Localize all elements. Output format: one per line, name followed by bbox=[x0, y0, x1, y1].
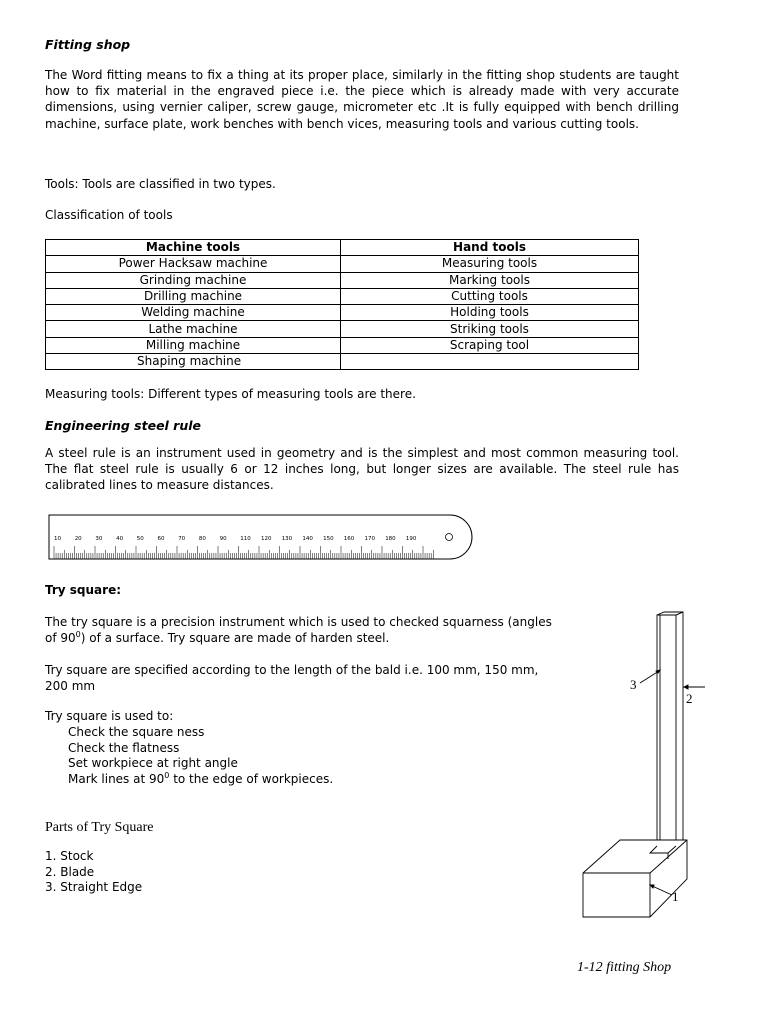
table-cell: Measuring tools bbox=[341, 256, 639, 272]
rule-label: 120 bbox=[261, 536, 272, 542]
tools-table bbox=[45, 239, 639, 370]
degree-superscript: 0 bbox=[164, 770, 170, 780]
rule-label: 180 bbox=[385, 536, 396, 542]
list-item: 3. Straight Edge bbox=[45, 880, 143, 894]
stock-outline bbox=[583, 840, 687, 917]
tools-intro: Tools: Tools are classified in two types. bbox=[45, 177, 276, 191]
diagram-label-3: 3 bbox=[630, 677, 637, 692]
table-cell: Scraping tool bbox=[341, 337, 639, 353]
rule-label: 140 bbox=[302, 536, 313, 542]
classification-label: Classification of tools bbox=[45, 208, 173, 222]
table-row bbox=[46, 288, 639, 304]
rule-label: 70 bbox=[178, 536, 186, 542]
fitting-shop-heading: Fitting shop bbox=[45, 37, 131, 52]
arrow-2 bbox=[684, 685, 688, 689]
table-cell: Grinding machine bbox=[46, 272, 341, 288]
diagram-label-2: 2 bbox=[686, 691, 693, 706]
rule-label: 110 bbox=[240, 536, 251, 542]
table-row bbox=[46, 321, 639, 337]
rule-label: 90 bbox=[219, 536, 227, 542]
table-cell: Cutting tools bbox=[341, 288, 639, 304]
blade-side bbox=[676, 612, 683, 846]
table-cell: Welding machine bbox=[46, 305, 341, 321]
list-item bbox=[68, 772, 333, 788]
list-item: 2. Blade bbox=[45, 864, 95, 879]
steel-rule-heading: Engineering steel rule bbox=[45, 418, 202, 433]
last-use-text: Mark lines at 90 bbox=[68, 771, 165, 786]
degree-superscript: 0 bbox=[75, 630, 81, 640]
rule-label: 50 bbox=[136, 536, 144, 542]
table-row bbox=[46, 272, 639, 288]
table-cell: Shaping machine bbox=[46, 354, 341, 370]
list-item: 1. Stock bbox=[45, 849, 94, 863]
rule-label: 160 bbox=[343, 536, 355, 542]
steel-rule-paragraph: A steel rule is an instrument used in geometry and is the simplest and most common measuring tool. The flat steel rule is usually 6 or 12 inches long, but longer sizes are available. The steel rule has calibrated lines to measure distances. bbox=[45, 446, 679, 493]
table-row bbox=[46, 354, 639, 370]
table-cell: Holding tools bbox=[341, 305, 639, 321]
last-use-end: to the edge of workpieces. bbox=[169, 771, 334, 786]
table-cell: Lathe machine bbox=[46, 321, 341, 337]
table-row bbox=[46, 256, 639, 272]
page-footer: 1-12 fitting Shop bbox=[577, 960, 672, 975]
table-row bbox=[46, 337, 639, 353]
try-square-heading: Try square: bbox=[45, 583, 122, 597]
table-cell bbox=[341, 354, 639, 370]
rule-label: 130 bbox=[281, 536, 293, 542]
table-header-row bbox=[46, 240, 639, 256]
rule-label: 150 bbox=[323, 536, 334, 542]
try-square-paragraph-2: Try square are specified according to the length of the bald i.e. 100 mm, 150 mm, 200 mm bbox=[45, 663, 539, 694]
table-row bbox=[46, 305, 639, 321]
table-cell: Milling machine bbox=[46, 337, 341, 353]
list-item: Check the flatness bbox=[68, 740, 180, 755]
diagram-label-1: 1 bbox=[672, 889, 679, 904]
list-item: Set workpiece at right angle bbox=[68, 756, 238, 770]
table-cell: Striking tools bbox=[341, 321, 639, 337]
parts-list bbox=[45, 849, 142, 896]
try-square-diagram bbox=[580, 605, 730, 925]
try-square-uses-list bbox=[68, 725, 333, 787]
rule-label: 10 bbox=[54, 536, 61, 542]
steel-rule-illustration bbox=[44, 510, 474, 570]
list-item: Check the square ness bbox=[68, 725, 205, 739]
try-square-paragraph-1 bbox=[45, 614, 555, 646]
leader-3 bbox=[640, 671, 659, 683]
rule-label: 30 bbox=[95, 536, 103, 542]
table-cell: Drilling machine bbox=[46, 288, 341, 304]
measuring-intro: Measuring tools: Different types of measuring tools are there. bbox=[45, 387, 416, 401]
parts-heading: Parts of Try Square bbox=[45, 820, 154, 835]
table-cell: Marking tools bbox=[341, 272, 639, 288]
rule-label: 170 bbox=[364, 536, 375, 542]
fitting-shop-paragraph: The Word fitting means to fix a thing at its proper place, similarly in the fitting shop students are taught how to fix material in the engraved piece i.e. the piece which is already made with very accurate dimensions, using vernier caliper, screw gauge, micrometer etc .It is fully equipped with bench drilling machine, surface plate, work benches with bench vices, measuring tools and various cutting tools. bbox=[45, 68, 679, 131]
rule-label: 60 bbox=[157, 536, 165, 542]
rule-label: 40 bbox=[116, 536, 124, 542]
try-square-uses-label: Try square is used to: bbox=[45, 709, 174, 723]
header-machine-tools: Machine tools bbox=[46, 240, 341, 256]
rule-label: 20 bbox=[74, 536, 82, 542]
try-square-para1-text: The try square is a precision instrument which is used to checked squarness (angles of 90 bbox=[45, 615, 552, 646]
header-hand-tools: Hand tools bbox=[341, 240, 639, 256]
try-square-para1-end: ) of a surface. Try square are made of harden steel. bbox=[80, 631, 390, 646]
rule-label: 190 bbox=[405, 536, 417, 542]
table-cell: Power Hacksaw machine bbox=[46, 256, 341, 272]
rule-label: 80 bbox=[198, 536, 206, 542]
